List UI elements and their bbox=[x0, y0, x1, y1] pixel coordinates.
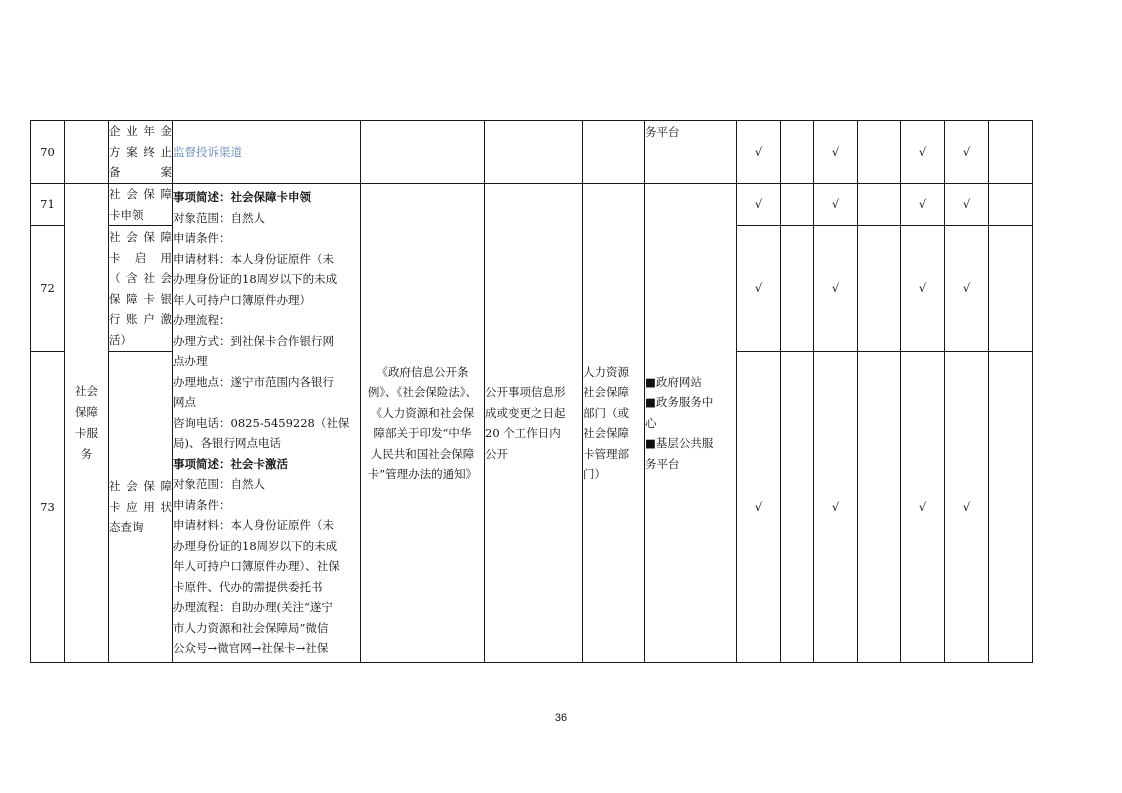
empty-mark-cell bbox=[781, 352, 814, 663]
channel-line: 心 bbox=[645, 415, 657, 430]
empty-mark-cell bbox=[781, 121, 814, 184]
row-number: 71 bbox=[31, 184, 65, 226]
detail-line: 申请材料：本人身份证原件（未 bbox=[173, 251, 334, 266]
detail-line: 市人力资源和社会保障局”微信 bbox=[173, 620, 329, 635]
empty-mark-cell bbox=[989, 352, 1033, 663]
detail-line: 办理身份证的18周岁以下的未成 bbox=[173, 272, 338, 287]
timeline-line: 公开事项信息形 bbox=[485, 385, 566, 399]
detail-line: 办理方式：到社保卡合作银行网 bbox=[173, 333, 334, 348]
check-mark: √ bbox=[945, 352, 989, 663]
category-line: 保障 bbox=[75, 405, 98, 419]
detail-line: 年人可持户口簿原件办理） bbox=[173, 292, 311, 307]
channel-line: ■政务服务中 bbox=[645, 395, 714, 410]
check-mark: √ bbox=[945, 226, 989, 352]
detail-line: 办理身份证的18周岁以下的未成 bbox=[173, 538, 338, 553]
disclosure-basis-cell bbox=[361, 184, 485, 663]
detail-line: 办理地点：遂宁市范围内各银行 bbox=[173, 374, 334, 389]
empty-mark-cell bbox=[781, 226, 814, 352]
check-mark: √ bbox=[737, 226, 781, 352]
disclosure-subject-cell bbox=[583, 184, 645, 663]
subject-line: 门） bbox=[583, 467, 606, 481]
subject-line: 部门（或 bbox=[583, 405, 629, 420]
check-mark: √ bbox=[737, 184, 781, 226]
detail-line: 公众号→微官网→社保卡→社保 bbox=[173, 641, 329, 656]
item-name-71 bbox=[109, 184, 173, 226]
detail-line: 申请条件： bbox=[173, 231, 231, 246]
item-line: 卡 启 用 bbox=[109, 250, 172, 265]
subject-line: 社会保障 bbox=[583, 426, 629, 440]
detail-line: 事项简述：社会卡激活 bbox=[173, 456, 288, 471]
channel-cell-70: 务平台 bbox=[645, 121, 737, 184]
subject-line: 社会保障 bbox=[583, 385, 629, 399]
timeline-line: 公开 bbox=[485, 446, 508, 461]
table-row-71 bbox=[31, 184, 1033, 226]
subject-line: 人力资源 bbox=[583, 364, 629, 379]
supervision-complaint-link[interactable]: 监督投诉渠道 bbox=[173, 121, 361, 184]
item-name-70 bbox=[109, 121, 173, 184]
empty-mark-cell bbox=[858, 226, 901, 352]
page-number: 36 bbox=[554, 712, 568, 724]
basis-line: 《政府信息公开条 bbox=[376, 364, 469, 379]
detail-line: 对象范围：自然人 bbox=[173, 477, 265, 492]
subject-line: 卡管理部 bbox=[583, 446, 629, 461]
detail-line: 办理流程：自助办理(关注“遂宁 bbox=[173, 600, 333, 615]
detail-line: 申请材料：本人身份证原件（未 bbox=[173, 518, 334, 533]
subject-cell-empty bbox=[583, 121, 645, 184]
check-mark: √ bbox=[901, 184, 945, 226]
basis-line: 《人力资源和社会保 bbox=[370, 405, 475, 420]
item-name-73 bbox=[109, 352, 173, 663]
item-detail-cell bbox=[173, 184, 361, 663]
basis-line: 人民共和国社会保障 bbox=[370, 446, 475, 461]
channel-line: ■政府网站 bbox=[645, 374, 702, 389]
item-line: 社会保障 bbox=[109, 479, 172, 494]
detail-line: 点办理 bbox=[173, 354, 208, 369]
item-line: 企业年金 bbox=[109, 124, 172, 139]
basis-cell-empty bbox=[361, 121, 485, 184]
category-cell-empty bbox=[65, 121, 109, 184]
empty-mark-cell bbox=[858, 121, 901, 184]
item-line: 社会保障 bbox=[109, 230, 172, 244]
basis-line: 例》、《社会保险法》、 bbox=[367, 385, 478, 399]
detail-line: 申请条件： bbox=[173, 497, 231, 512]
empty-mark-cell bbox=[781, 184, 814, 226]
check-mark: √ bbox=[814, 184, 858, 226]
empty-mark-cell bbox=[858, 352, 901, 663]
disclosure-table bbox=[30, 120, 1033, 663]
empty-mark-cell bbox=[989, 121, 1033, 184]
detail-line: 网点 bbox=[173, 395, 196, 410]
timeline-cell-empty bbox=[485, 121, 583, 184]
check-mark: √ bbox=[814, 226, 858, 352]
empty-mark-cell bbox=[858, 184, 901, 226]
row-number: 73 bbox=[31, 352, 65, 663]
item-line: 卡申领 bbox=[109, 207, 144, 222]
check-mark: √ bbox=[901, 226, 945, 352]
check-mark: √ bbox=[737, 121, 781, 184]
table-row-70 bbox=[31, 121, 1033, 184]
row-number: 72 bbox=[31, 226, 65, 352]
row-number: 70 bbox=[31, 121, 65, 184]
disclosure-timeline-cell bbox=[485, 184, 583, 663]
item-line: 卡应用状 bbox=[109, 499, 172, 514]
item-line: 方案终止 bbox=[109, 144, 172, 159]
item-line: 行账户激 bbox=[109, 312, 172, 326]
timeline-line: 成或变更之日起 bbox=[485, 405, 566, 420]
item-line: 态查询 bbox=[109, 520, 144, 535]
check-mark: √ bbox=[814, 121, 858, 184]
category-line: 卡服 bbox=[75, 426, 98, 440]
detail-line: 咨询电话：0825-5459228（社保 bbox=[173, 415, 350, 430]
empty-mark-cell bbox=[989, 184, 1033, 226]
check-mark: √ bbox=[901, 121, 945, 184]
item-line: 备案 bbox=[109, 165, 172, 180]
empty-mark-cell bbox=[989, 226, 1033, 352]
detail-line: 办理流程： bbox=[173, 313, 231, 328]
detail-line: 年人可持户口簿原件办理）、社保 bbox=[173, 559, 340, 574]
check-mark: √ bbox=[945, 121, 989, 184]
basis-line: 障部关于印发“中华 bbox=[373, 426, 472, 440]
check-mark: √ bbox=[945, 184, 989, 226]
category-line: 务 bbox=[80, 447, 93, 461]
item-line: 活） bbox=[109, 332, 132, 347]
category-cell bbox=[65, 184, 109, 663]
check-mark: √ bbox=[814, 352, 858, 663]
item-line: 社会保障 bbox=[109, 187, 172, 201]
check-mark: √ bbox=[901, 352, 945, 663]
item-line: （含社会 bbox=[109, 271, 172, 285]
disclosure-channel-cell bbox=[645, 184, 737, 663]
item-name-72 bbox=[109, 226, 173, 352]
channel-line: 务平台 bbox=[645, 456, 680, 471]
item-line: 保障卡银 bbox=[109, 291, 172, 306]
basis-line: 卡”管理办法的通知》 bbox=[367, 467, 478, 481]
detail-line: 卡原件、代办的需提供委托书 bbox=[173, 579, 323, 594]
timeline-line: 20 个工作日内 bbox=[485, 426, 561, 440]
detail-line: 局)、各银行网点电话 bbox=[173, 436, 281, 451]
detail-line: 事项简述：社会保障卡申领 bbox=[173, 190, 311, 205]
category-line: 社会 bbox=[75, 384, 98, 398]
detail-line: 对象范围：自然人 bbox=[173, 210, 265, 225]
category-label bbox=[75, 381, 99, 465]
check-mark: √ bbox=[737, 352, 781, 663]
channel-line: ■基层公共服 bbox=[645, 436, 714, 451]
